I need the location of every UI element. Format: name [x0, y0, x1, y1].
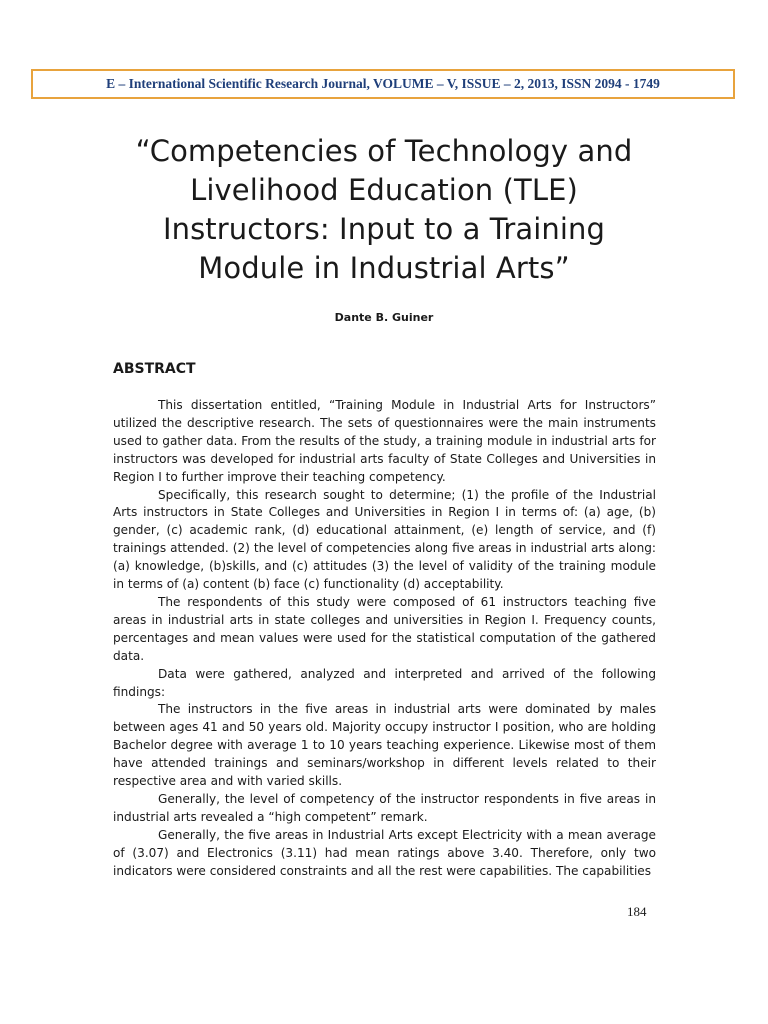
journal-header-text: E – International Scientific Research Journal, VOLUME – V, ISSUE – 2, 2013, ISSN 2094 - 1749: [106, 76, 660, 91]
abstract-paragraph: The instructors in the five areas in industrial arts were dominated by males between ages 41 and 50 years old. Majority occupy instructor I position, who are holding Bachelor degree with average 1 to 10 years teaching experience. Likewise most of them have attended trainings and seminars/workshop in different levels related to their respective area and with varied skills.: [113, 702, 656, 789]
abstract-body: [113, 397, 656, 880]
title-line: “Competencies of Technology and: [135, 134, 633, 168]
paper-title: [84, 132, 684, 288]
abstract-paragraph: Specifically, this research sought to determine; (1) the profile of the Industrial Arts instructors in State Colleges and Universities in Region I in terms of: (a) age, (b) gender, (c) academic rank, (d) educational attainment, (e) length of service, and (f) trainings attended. (2) the level of competencies along five areas in industrial arts along: (a) knowledge, (b)skills, and (c) attitudes (3) the level of validity of the training module in terms of (a) content (b) face (c) functionality (d) acceptability.: [113, 487, 656, 592]
abstract-paragraph: The respondents of this study were composed of 61 instructors teaching five areas in industrial arts in state colleges and universities in Region I. Frequency counts, percentages and mean values were used for the statistical computation of the gathered data.: [113, 594, 656, 663]
abstract-paragraph: Generally, the five areas in Industrial Arts except Electricity with a mean average of (3.07) and Electronics (3.11) had mean ratings above 3.40. Therefore, only two indicators were considered constraints and all the rest were capabilities. The capabilities: [113, 827, 656, 878]
journal-header-box: [31, 69, 735, 99]
title-line: Livelihood Education (TLE): [190, 173, 578, 207]
page-number: 184: [627, 904, 647, 919]
abstract-paragraph: Generally, the level of competency of the instructor respondents in five areas in industrial arts revealed a “high competent” remark.: [113, 791, 656, 824]
title-line: Instructors: Input to a Training: [162, 212, 606, 246]
abstract-paragraph: This dissertation entitled, “Training Module in Industrial Arts for Instructors” utilized the descriptive research. The sets of questionnaires were the main instruments used to gather data. From the results of the study, a training module in industrial arts for instructors was developed for industrial arts faculty of State Colleges and Universities in Region I to further improve their teaching competency.: [113, 398, 656, 484]
author-name: Dante B. Guiner: [334, 311, 434, 324]
abstract-heading: ABSTRACT: [113, 361, 196, 377]
title-line: Module in Industrial Arts”: [198, 251, 570, 285]
abstract-paragraph: Data were gathered, analyzed and interpreted and arrived of the following findings:: [113, 666, 656, 699]
